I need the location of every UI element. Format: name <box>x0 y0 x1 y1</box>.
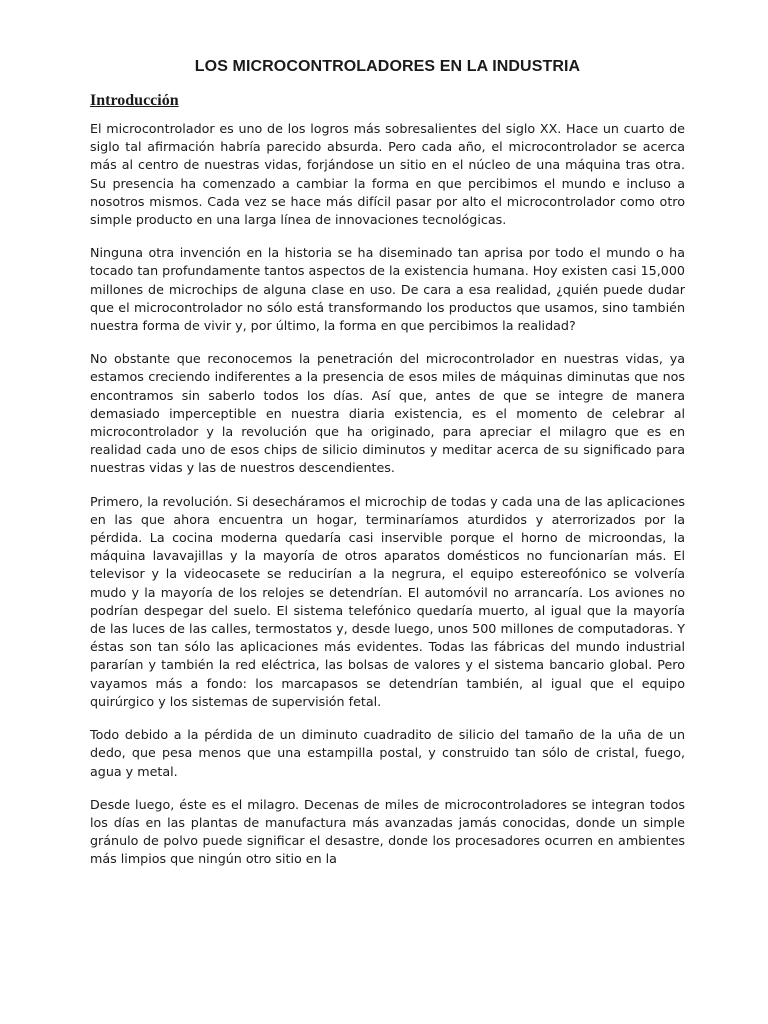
paragraph-2: Ninguna otra invención en la historia se ha diseminado tan aprisa por todo el mundo o ha tocado tan profundamente tantos aspectos de la existencia humana. Hoy existen casi 15,000 millones de microchips de alguna clase en uso. De cara a esa realidad, ¿quién puede dudar que el microcontrolador no sólo está transformando los productos que usamos, sino también nuestra forma de vivir y, por último, la forma en que percibimos la realidad? <box>90 245 685 334</box>
section-heading: Introducción <box>90 92 179 109</box>
paragraph-3: No obstante que reconocemos la penetración del microcontrolador en nuestras vidas, ya estamos creciendo indiferentes a la presencia de esos miles de máquinas diminutas que nos encontramos sin saberlo todos los días. Así que, antes de que se integre de manera demasiado imperceptible en nuestra diaria existencia, es el momento de celebrar al microcontrolador y la revolución que ha originado, para apreciar el milagro que es en realidad cada uno de esos chips de silicio diminutos y meditar acerca de su significado para nuestras vidas y las de nuestros descendientes. <box>90 351 685 476</box>
paragraph-1: El microcontrolador es uno de los logros más sobresalientes del siglo XX. Hace un cuarto de siglo tal afirmación habría parecido absurda. Pero cada año, el microcontrolador se acerca más al centro de nuestras vidas, forjándose un sitio en el núcleo de una máquina tras otra. Su presencia ha comenzado a cambiar la forma en que percibimos el mundo e incluso a nosotros mismos. Cada vez se hace más difícil pasar por alto el microcontrolador como otro simple producto en una larga línea de innovaciones tecnológicas. <box>90 121 685 228</box>
document-title: LOS MICROCONTROLADORES EN LA INDUSTRIA <box>194 58 581 75</box>
paragraph-4: Primero, la revolución. Si desecháramos el microchip de todas y cada una de las aplicaciones en las que ahora encuentra un hogar, terminaríamos aturdidos y aterrorizados por la pérdida. La cocina moderna quedaría casi inservible porque el horno de microondas, la máquina lavavajillas y la mayoría de otros aparatos domésticos no funcionarían más. El televisor y la videocasete se reducirían a la negrura, el equipo estereofónico se volvería mudo y la mayoría de los relojes se detendrían. El automóvil no arrancaría. Los aviones no podrían despegar del suelo. El sistema telefónico quedaría muerto, al igual que la mayoría de las luces de las calles, termostatos y, desde luego, unos 500 millones de computadoras. Y éstas son tan sólo las aplicaciones más evidentes. Todas las fábricas del mundo industrial pararían y también la red eléctrica, las bolsas de valores y el sistema bancario global. Pero vayamos más a fondo: los marcapasos se detendrían también, al igual que el equipo quirúrgico y los sistemas de supervisión fetal. <box>90 493 685 709</box>
paragraph-5: Todo debido a la pérdida de un diminuto cuadradito de silicio del tamaño de la uña de un dedo, que pesa menos que una estampilla postal, y construido tan sólo de cristal, fuego, agua y metal. <box>90 727 685 779</box>
paragraph-6: Desde luego, éste es el milagro. Decenas de miles de microcontroladores se integran todos los días en las plantas de manufactura más avanzadas jamás conocidas, donde un simple gránulo de polvo puede significar el desastre, donde los procesadores ocurren en ambientes más limpios que ningún otro sitio en la <box>90 796 685 867</box>
document-page <box>90 58 685 884</box>
